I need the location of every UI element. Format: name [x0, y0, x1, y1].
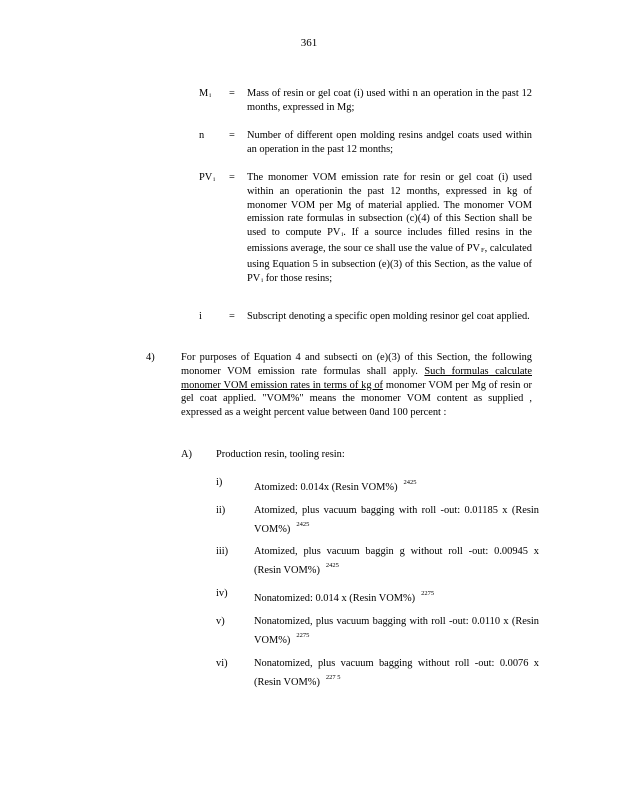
definition-text-m: Mass of resin or gel coat (i) used withi n an operation in the past 12 months, expressed in Mg; [247, 88, 532, 113]
list-item-number: i) [216, 477, 223, 488]
list-item-number: iii) [216, 546, 229, 557]
equals-sign: = [229, 311, 235, 322]
definition-text-i: Subscript denoting a specific open molding resinor gel coat applied. [247, 311, 530, 322]
list-item-number: vi) [216, 658, 228, 669]
formula-text: Atomized, plus vacuum baggin g without roll -out: 0.00945 x (Resin VOM%) $^{2425}$ [254, 546, 539, 576]
subsection-title: Production resin, tooling resin: [216, 449, 345, 460]
subsection-label: A) [181, 449, 192, 460]
definition-text-n: Number of different open molding resins andgel coats used within an operation in the past 12 months; [247, 130, 532, 155]
definition-symbol-i: i [199, 311, 202, 322]
definition-symbol-m: Mi [199, 88, 212, 99]
formula-text: Nonatomized: 0.014 x (Resin VOM%) $^{2275}$ [254, 590, 435, 604]
item-number: 4) [146, 352, 155, 363]
list-item-number: iv) [216, 588, 228, 599]
paragraph-item-4: For purposes of Equation 4 and subsecti on (e)(3) of this Section, the following monomer VOM emission rate formulas shall apply. Such formulas calculate monomer VOM emission rates in terms of kg of monomer VOM per Mg of resin or gel coat applied. "VOM%" means the monomer VOM content as supplied , expressed as a weight percent value between 0and 100 percent : [181, 352, 532, 419]
definition-text-pv: The monomer VOM emission rate for resin or gel coat (i) used within an operationin the past 12 months, expressed in kg of monomer VOM per Mg of material applied. The monomer VOM emission rate formulas in subsection (c)(4) of this Section shall be used to compute PVi. If a source includes filled resins in the emissions average, the sour ce shall use the value of PVF, calculated using Equation 5 in subsection (e)(3) of this Section, as the value of PVi for those resins; [247, 172, 532, 284]
formula-text: Nonatomized, plus vacuum bagging with roll -out: 0.0110 x (Resin VOM%) $^{2275}$ [254, 616, 539, 646]
definition-symbol-pv: PVi [199, 172, 216, 183]
equals-sign: = [229, 88, 235, 99]
formula-text: Nonatomized, plus vacuum bagging without roll -out: 0.0076 x (Resin VOM%) $^{227 5}$ [254, 658, 539, 688]
list-item-number: v) [216, 616, 225, 627]
list-item-number: ii) [216, 505, 226, 516]
formula-text: Atomized: 0.014x (Resin VOM%) $^{2425}$ [254, 479, 417, 493]
page-number: 361 [300, 37, 318, 49]
formula-text: Atomized, plus vacuum bagging with roll -out: 0.01185 x (Resin VOM%) $^{2425}$ [254, 505, 539, 535]
definition-symbol-n: n [199, 130, 205, 141]
equals-sign: = [229, 130, 235, 141]
equals-sign: = [229, 172, 235, 183]
